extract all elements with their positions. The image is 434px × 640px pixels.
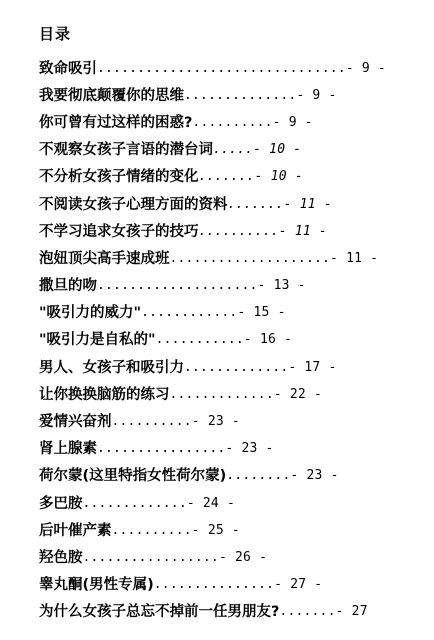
toc-entry[interactable] xyxy=(39,436,431,463)
toc-entry-leader-page: .....- 10 - xyxy=(213,142,302,158)
toc-entry[interactable] xyxy=(39,300,431,327)
toc-entry-title: 不观察女孩子言语的潜台词 xyxy=(39,142,213,159)
toc-entry-title: 多巴胺 xyxy=(39,495,83,512)
toc-entry-leader-page: ..........- 9 - xyxy=(192,114,313,130)
toc-entry-title: "吸引力的威力" xyxy=(39,305,142,322)
toc-entry[interactable] xyxy=(39,137,431,164)
toc-entry[interactable] xyxy=(39,218,431,245)
toc-entry-leader-page: ........- 23 - xyxy=(226,468,339,484)
toc-entry-leader-page: ....................- 11 - xyxy=(169,250,379,266)
toc-entry[interactable] xyxy=(39,82,431,109)
toc-entry-title: 不分析女孩子情绪的变化 xyxy=(39,169,199,186)
toc-entry-title: 羟色胺 xyxy=(39,549,83,566)
toc-entry-title: 我要彻底颠覆你的思维 xyxy=(39,87,184,104)
toc-entry[interactable] xyxy=(39,544,431,571)
toc-entry-title: 后叶催产素 xyxy=(39,522,112,539)
toc-entry-leader-page: ..............- 9 - xyxy=(184,87,337,103)
toc-entry-title: 不阅读女孩子心理方面的资料 xyxy=(39,196,228,213)
toc-entry-leader-page: .......- 11 - xyxy=(227,196,332,212)
toc-entry[interactable] xyxy=(39,463,431,490)
toc-entry[interactable] xyxy=(39,55,431,82)
toc-entry[interactable] xyxy=(39,109,431,136)
toc-entry-title: 撒旦的吻 xyxy=(39,278,97,295)
toc-entry[interactable] xyxy=(39,572,431,599)
toc-entry[interactable] xyxy=(39,245,431,272)
toc-entry[interactable] xyxy=(39,517,431,544)
toc-entry-title: 睾丸酮(男性专属) xyxy=(39,577,154,594)
toc-entry[interactable] xyxy=(39,164,431,191)
toc-entry[interactable] xyxy=(39,327,431,354)
toc-entry-title: 男人、女孩子和吸引力 xyxy=(39,359,184,376)
toc-entry-leader-page: .......- 27 xyxy=(279,604,368,620)
toc-entry-title: 肾上腺素 xyxy=(39,441,97,458)
toc-entry-title: 爱情兴奋剂 xyxy=(39,414,112,431)
toc-title: 目录 xyxy=(39,25,72,43)
toc-entry-leader-page: ............- 15 - xyxy=(141,305,286,321)
toc-entry-leader-page: ...............................- 9 - xyxy=(97,60,386,76)
toc-entry-leader-page: ..........- 25 - xyxy=(111,522,240,538)
toc-entry-title: 泡妞顶尖高手速成班 xyxy=(39,250,170,267)
toc-entry-leader-page: ................- 23 - xyxy=(97,441,274,457)
toc-entry-title: 不学习追求女孩子的技巧 xyxy=(39,223,199,240)
toc-entry[interactable] xyxy=(39,354,431,381)
toc-entry-title: 让你换换脑筋的练习 xyxy=(39,386,170,403)
toc-entry[interactable] xyxy=(39,381,431,408)
toc-entry[interactable] xyxy=(39,599,431,626)
toc-entry[interactable] xyxy=(39,191,431,218)
toc-entry[interactable] xyxy=(39,273,431,300)
toc-entry-leader-page: .............- 17 - xyxy=(184,359,337,375)
toc-list xyxy=(39,55,431,626)
toc-entry-title: 致命吸引 xyxy=(39,60,97,77)
toc-entry-leader-page: ..........- 23 - xyxy=(111,414,240,430)
toc-entry-leader-page: .............- 24 - xyxy=(82,495,236,511)
toc-entry-leader-page: .................- 26 - xyxy=(82,549,268,565)
toc-entry-leader-page: .............- 22 - xyxy=(169,386,323,402)
toc-entry-leader-page: .......- 10 - xyxy=(198,169,303,185)
toc-entry-leader-page: ...........- 16 - xyxy=(155,332,293,348)
toc-entry-leader-page: ..........- 11 - xyxy=(198,223,327,239)
toc-entry[interactable] xyxy=(39,490,431,517)
toc-entry-leader-page: ...............- 27 - xyxy=(153,577,323,593)
toc-entry-title: 你可曾有过这样的困惑? xyxy=(39,114,193,131)
toc-entry-title: 为什么女孩子总忘不掉前一任男朋友? xyxy=(39,604,280,621)
toc-entry-title: 荷尔蒙(这里特指女性荷尔蒙) xyxy=(39,468,227,485)
toc-entry[interactable] xyxy=(39,408,431,435)
toc-entry-leader-page: ....................- 13 - xyxy=(97,278,306,294)
toc-entry-title: "吸引力是自私的" xyxy=(39,332,156,349)
